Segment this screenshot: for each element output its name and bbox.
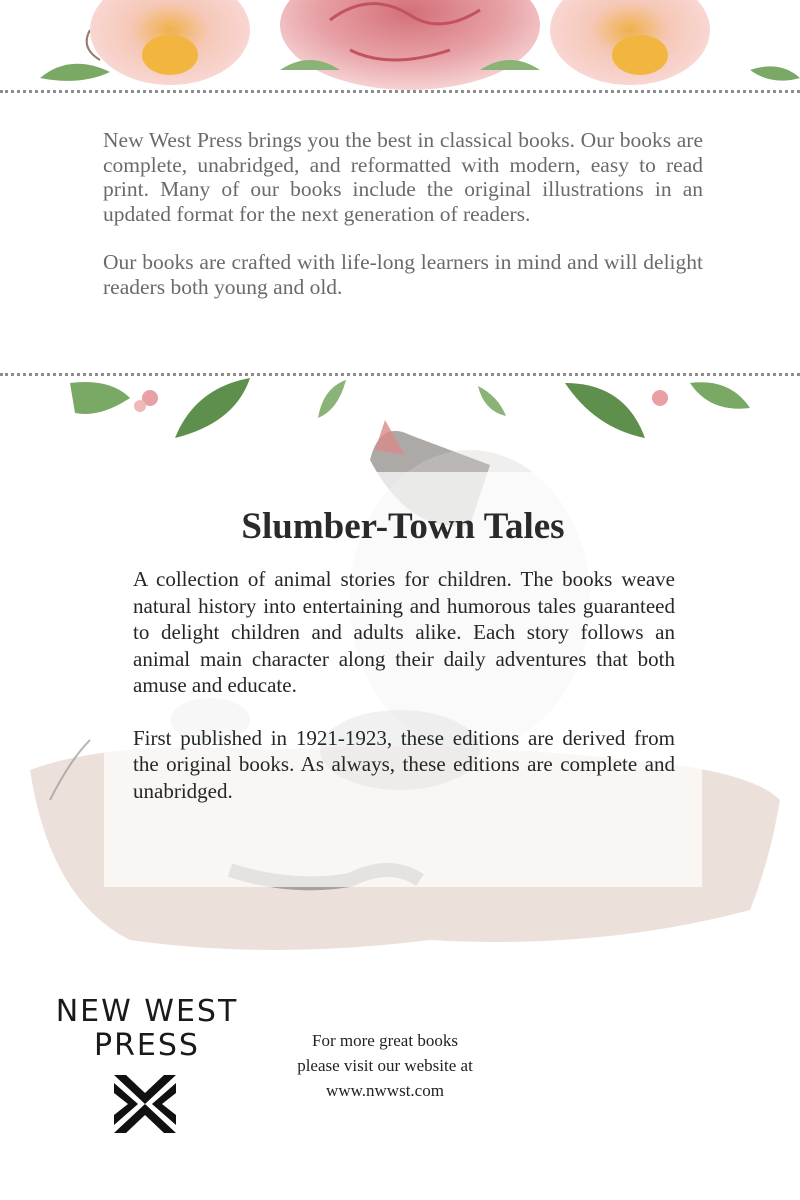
intro-paragraph: New West Press brings you the best in classical books. Our books are complete, unabridged, and reformatted with modern, easy to read print. Many of our books include the original illustrations in an updated format for the next generation of readers.	[103, 128, 703, 226]
bottom-dotted-divider	[0, 373, 800, 376]
chevron-x-logo-icon	[114, 1075, 176, 1133]
website-promo	[270, 1028, 500, 1103]
promo-line: For more great books	[312, 1031, 458, 1050]
book-title: Slumber-Town Tales	[241, 506, 565, 547]
description-paragraph: First published in 1921-1923, these editions are derived from the original books. As always, these editions are complete and unabridged.	[133, 725, 675, 803]
publisher-intro	[103, 128, 703, 323]
intro-paragraph: Our books are crafted with life-long learners in mind and will delight readers both young and old.	[103, 250, 703, 299]
promo-line: please visit our website at	[297, 1056, 473, 1075]
website-link[interactable]: www.nwwst.com	[326, 1081, 444, 1100]
publisher-name-line: NEW WEST	[55, 994, 239, 1029]
book-description	[133, 566, 675, 830]
description-paragraph: A collection of animal stories for children. The books weave natural history into entertaining and humorous tales guaranteed to delight children and adults alike. Each story follows an animal main character along their daily adventures that both amuse and educate.	[133, 567, 675, 697]
floral-header-illustration	[0, 0, 800, 90]
publisher-logo-text	[52, 995, 242, 1063]
top-dotted-divider	[0, 90, 800, 93]
publisher-name-line: PRESS	[94, 1028, 200, 1063]
